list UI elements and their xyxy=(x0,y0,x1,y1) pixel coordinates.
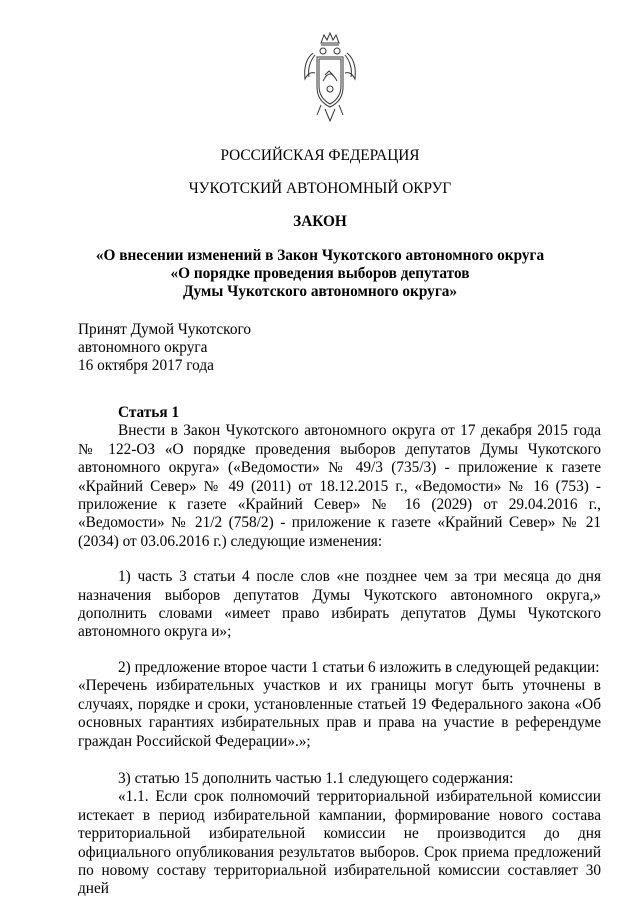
adoption-note-line: Принят Думой Чукотского xyxy=(78,321,252,338)
article-heading: Статья 1 xyxy=(118,404,180,421)
document-type-heading: ЗАКОН xyxy=(293,213,347,230)
region-heading: ЧУКОТСКИЙ АВТОНОМНЫЙ ОКРУГ xyxy=(188,180,452,197)
adoption-note xyxy=(78,321,378,375)
paragraph-spacer xyxy=(78,751,601,770)
adoption-note-line: 16 октября 2017 года xyxy=(78,357,214,374)
coat-of-arms-icon xyxy=(295,31,365,123)
paragraph-spacer xyxy=(78,551,601,568)
law-title-line: «О порядке проведения выборов депутатов xyxy=(170,265,470,282)
amendment-item-3-quote: «1.1. Если срок полномочий территориальной избирательной комиссии истекает в период избирательной кампании, формирование нового состава территориальной избирательной комиссии не производится до дня официального опубликования результатов выборов. Срок приема предложений по новому составу территориальной избирательной комиссии составляет 30 дней xyxy=(78,788,601,898)
amendment-item-2: 2) предложение второе части 1 статьи 6 изложить в следующей редакции: xyxy=(118,658,600,676)
law-title-line: «О внесении изменений в Закон Чукотского автономного округа xyxy=(95,247,545,264)
amendment-item-3: 3) статью 15 дополнить частью 1.1 следующего содержания: xyxy=(118,769,514,787)
law-title xyxy=(0,247,640,301)
amendment-item-1: 1) часть 3 статьи 4 после слов «не позднее чем за три месяца до дня назначения выборов депутатов Думы Чукотского автономного округа,» дополнить словами «имеет право избирать депутатов Думы Чукотского автономного округа и»; xyxy=(78,568,601,641)
amendment-item-2-quote: «Перечень избирательных участков и их границы могут быть уточнены в случаях, порядке и сроки, установленные статьей 19 Федерального закона «Об основных гарантиях избирательных прав и права на участие в референдуме граждан Российской Федерации».»; xyxy=(78,677,601,750)
law-title-line: Думы Чукотского автономного округа» xyxy=(182,283,458,300)
coat-of-arms-emblem xyxy=(295,31,365,123)
country-heading: РОССИЙСКАЯ ФЕДЕРАЦИЯ xyxy=(220,147,420,164)
law-body xyxy=(78,404,601,899)
article-intro-paragraph: Внести в Закон Чукотского автономного округа от 17 декабря 2015 года № 122-ОЗ «О порядке проведения выборов депутатов Думы Чукотского автономного округа» («Ведомости» № 49/3 (735/3) - приложение к газете «Крайний Север» № 49 (2011) от 18.12.2015 г., «Ведомости» № 16 (753) - приложение к газете «Крайний Север» № 16 (2029) от 29.04.2016 г., «Ведомости» № 21/2 (758/2) - приложение к газете «Крайний Север» № 21 (2034) от 03.06.2016 г.) следующие изменения: xyxy=(78,422,601,550)
paragraph-spacer xyxy=(78,642,601,659)
adoption-note-line: автономного округа xyxy=(78,339,208,356)
